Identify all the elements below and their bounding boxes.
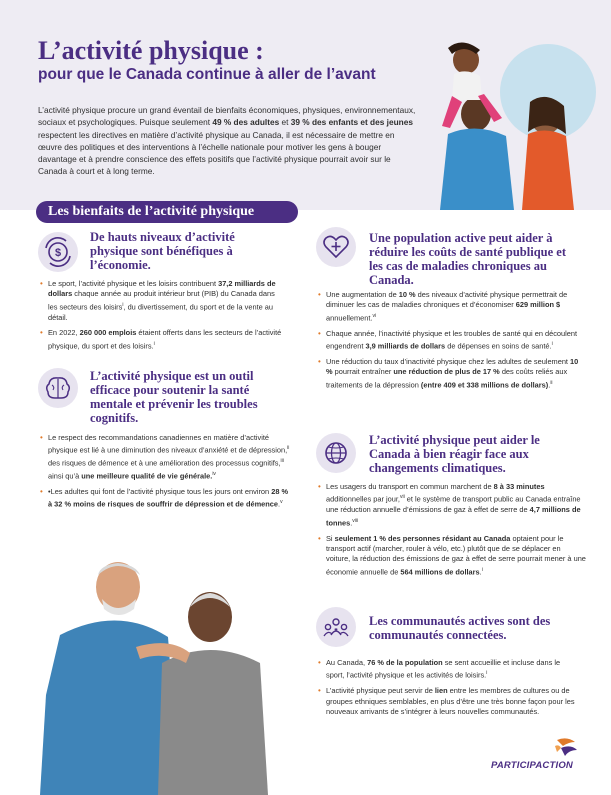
page-subtitle: pour que le Canada continue à aller de l’avant — [38, 66, 376, 83]
list-item: • Les usagers du transport en commun marchent de 8 à 33 minutes additionnelles par jour,$^{vii}$ et le système de transport public au Canada entraîne une réduction annuelle d’émissions de gaz à effet de serre de 4,7 millions de tonnes.$^{viii}$ — [318, 482, 586, 529]
list-item: • Le respect des recommandations canadiennes en matière d’activité physique est lié à une diminution des niveaux d’anxiété et de dépression,$^{ii}$ des risques de démence et à une amélioration des processus cognitifs,$^{iii}$ ainsi qu’à une meilleure qualité de vie générale.$^{iv}$ — [40, 433, 290, 482]
participaction-logo-mark — [491, 736, 581, 760]
seniors-photo — [40, 555, 270, 795]
list-item: • L’activité physique peut servir de lien entre les membres de cultures ou de groupes ethniques semblables, en plus d’être une très bonne façon pour les nouveaux arrivants de s’intégrer à leurs nouvelles communautés. — [318, 686, 580, 717]
heart-plus-icon — [316, 227, 356, 267]
bullets-community — [318, 658, 580, 723]
page-title: L’activité physique : — [38, 36, 264, 65]
section-title-mental-health: L’activité physique est un outil efficace pour soutenir la santé mentale et prévenir les troubles cognitifs. — [90, 369, 258, 425]
bullets-economy — [40, 279, 285, 356]
dollar-cycle-icon — [38, 232, 78, 272]
brain-icon — [38, 368, 78, 408]
bullets-health-costs — [318, 290, 580, 396]
list-item: • Une réduction du taux d’inactivité physique chez les adultes de seulement 10 % pourrait entraîner une réduction de plus de 17 % des coûts reliés aux traitements de la dépression (entre 409 et 338 millions de dollars).$^{ii}$ — [318, 357, 580, 391]
section-title-economy: De hauts niveaux d’activité physique sont bénéfiques à l’économie. — [90, 230, 235, 272]
logo-text: PARTICIPACTION — [491, 760, 573, 771]
list-item: • Une augmentation de 10 % des niveaux d’activité physique permettrait de diminuer les cas de maladies chroniques et d’économiser 629 million $ annuellement.$^{vi}$ — [318, 290, 580, 324]
community-icon — [316, 607, 356, 647]
list-item: • Le sport, l’activité physique et les loisirs contribuent 37,2 milliards de dollars chaque année au produit intérieur brut (PIB) du Canada dans les secteurs des loisirs$^i$, du divertissement, du sport et de la vente au détail. — [40, 279, 285, 323]
bullets-mental-health — [40, 433, 290, 515]
participaction-logo — [491, 736, 581, 776]
list-item: • Si seulement 1 % des personnes résidant au Canada optaient pour le transport actif (marcher, rouler à vélo, etc.) plutôt que de se déplacer en voiture, la réduction des émissions de gaz à effet de serre pourrait mener à une économie annuelle de 564 millions de dollars.$^i$ — [318, 534, 586, 578]
list-item: • •Les adultes qui font de l’activité physique tous les jours ont environ 28 % à 32 % moins de risques de souffrir de dépression et de démence.$^v$ — [40, 487, 290, 510]
bullets-climate — [318, 482, 586, 583]
family-photo — [418, 22, 608, 210]
section-title-community: Les communautés actives sont des communautés connectées. — [369, 614, 551, 642]
section-title-health-costs: Une population active peut aider à réduire les coûts de santé publique et les cas de maladies chroniques au Canada. — [369, 231, 566, 287]
list-item: • Au Canada, 76 % de la population se sent accueillie et incluse dans le sport, l’activité physique et les activités de loisirs.$^i$ — [318, 658, 580, 681]
list-item: • Chaque année, l’inactivité physique et les troubles de santé qui en découlent engendrent 3,9 milliards de dollars de dépenses en soins de santé.$^i$ — [318, 329, 580, 352]
benefits-banner: Les bienfaits de l’activité physique — [36, 201, 298, 223]
globe-icon — [316, 433, 356, 473]
list-item: • En 2022, 260 000 emplois étaient offerts dans les secteurs de l’activité physique, du sport et des loisirs.$^i$ — [40, 328, 285, 351]
svg-text:$: $ — [54, 247, 62, 259]
intro-paragraph: L’activité physique procure un grand éventail de bienfaits économiques, physiques, environnementaux, sociaux et psychologiques. Puisque seulement 49 % des adultes et 39 % des enfants et des jeunes respectent les directives en matière d’activité physique au Canada, il est nécessaire de mettre en œuvre des politiques et des interventions à l’échelle nationale pour motiver les gens à bouger davantage et à prendre conscience des effets positifs que l’activité physique pourrait avoir sur le Canada à court et à long terme. — [38, 105, 416, 177]
section-title-climate: L’activité physique peut aider le Canada à bien réagir face aux changements climatiques. — [369, 433, 540, 475]
